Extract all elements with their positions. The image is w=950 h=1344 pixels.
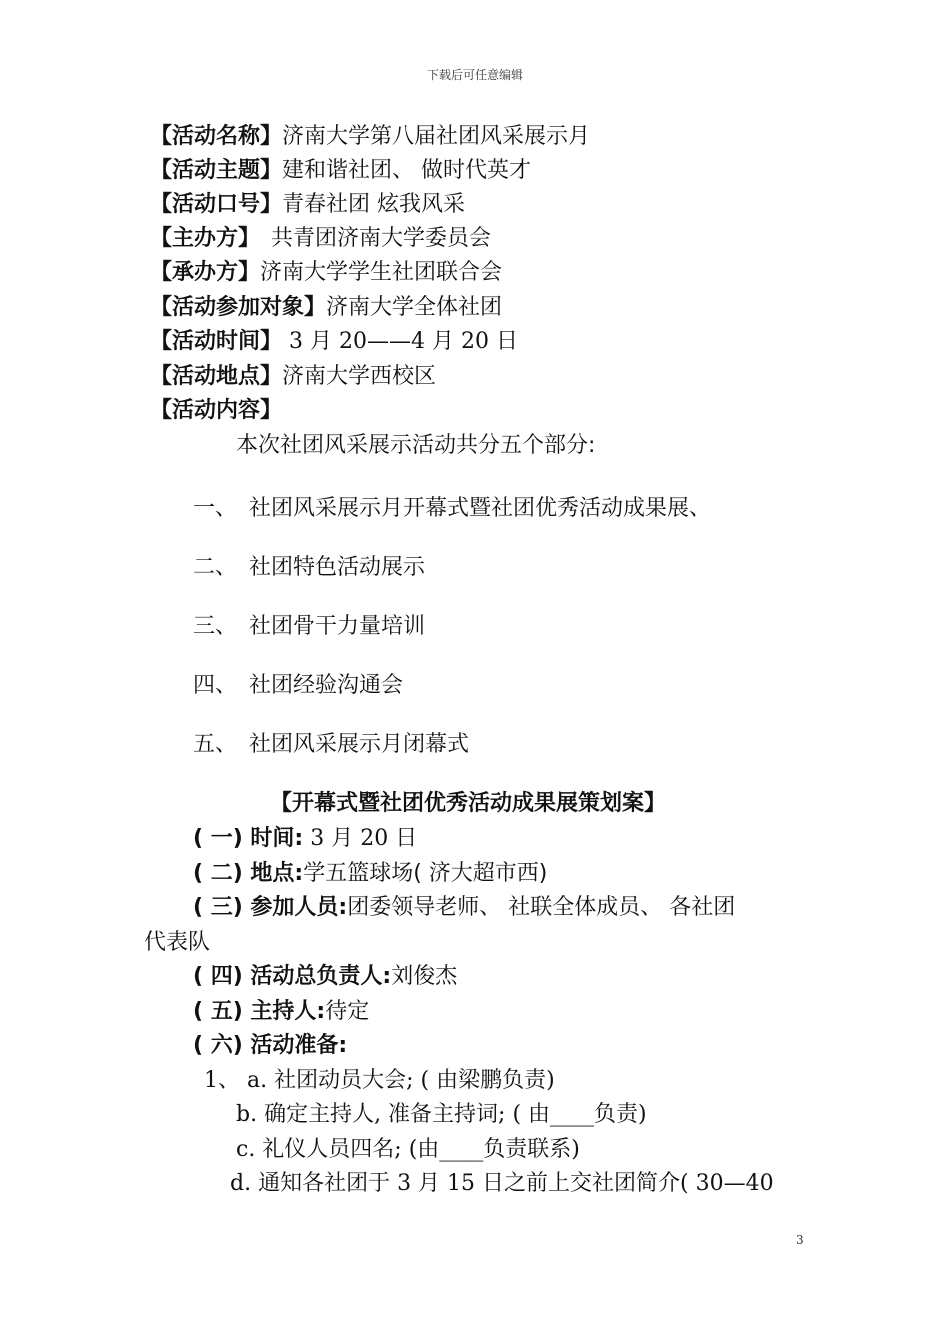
- plan-item: [193, 1031, 347, 1061]
- info-row: [150, 224, 491, 254]
- plan-item: [193, 997, 369, 1027]
- info-row: [150, 362, 436, 392]
- plan-label: ( 三) 参加人员:: [193, 895, 348, 920]
- section-title: 【开幕式暨社团优秀活动成果展策划案】: [270, 791, 667, 816]
- info-value: 济南大学第八届社团风采展示月: [282, 124, 591, 149]
- part-item: [193, 730, 469, 760]
- info-row: [150, 122, 590, 152]
- info-label: 【活动参加对象】: [150, 295, 327, 320]
- part-item: [193, 671, 403, 701]
- info-row: [150, 156, 531, 186]
- page-number: 3: [796, 1233, 804, 1247]
- info-value: 济南大学全体社团: [326, 295, 503, 320]
- plan-item: [193, 859, 547, 889]
- prep-item: b. 确定主持人, 准备主持词; ( 由____负责): [236, 1102, 647, 1127]
- part-text: 社团风采展示月闭幕式: [249, 732, 470, 757]
- info-label: 【活动时间】: [150, 329, 283, 354]
- info-label: 【活动主题】: [150, 158, 283, 183]
- intro-text: 本次社团风采展示活动共分五个部分:: [236, 433, 596, 458]
- plan-item-continuation: [144, 928, 210, 958]
- page-header: 下载后可任意编辑: [426, 68, 523, 82]
- part-number: 一、: [193, 496, 238, 521]
- plan-label: ( 一) 时间:: [193, 826, 304, 851]
- part-number: 三、: [193, 614, 238, 639]
- info-label: 【活动地点】: [150, 364, 283, 389]
- plan-label: ( 五) 主持人:: [193, 999, 326, 1024]
- info-value: 济南大学学生社团联合会: [260, 260, 503, 285]
- info-row: [150, 258, 502, 288]
- part-text: 社团经验沟通会: [249, 673, 404, 698]
- part-text: 社团骨干力量培训: [249, 614, 426, 639]
- info-row: [150, 190, 465, 220]
- info-row: [150, 327, 518, 357]
- plan-item: [193, 824, 417, 854]
- prep-item: c. 礼仪人员四名; (由____负责联系): [236, 1137, 580, 1162]
- plan-value: 代表队: [144, 930, 211, 955]
- plan-value: 学五篮球场( 济大超市西): [303, 861, 548, 886]
- info-label: 【承办方】: [150, 260, 261, 285]
- part-number: 二、: [193, 555, 238, 580]
- info-label: 【活动口号】: [150, 192, 283, 217]
- plan-value: 3 月 20 日: [303, 826, 418, 851]
- part-text: 社团风采展示月开幕式暨社团优秀活动成果展、: [249, 496, 712, 521]
- plan-value: 团委领导老师、 社联全体成员、 各社团: [347, 895, 736, 920]
- part-item: [193, 553, 425, 583]
- plan-value: 刘俊杰: [391, 964, 458, 989]
- part-item: [193, 494, 711, 524]
- info-label: 【主办方】: [150, 226, 250, 251]
- part-number: 四、: [193, 673, 238, 698]
- plan-item: [193, 893, 735, 923]
- info-value: 共青团济南大学委员会: [249, 226, 492, 251]
- info-value: 青春社团 炫我风采: [282, 192, 466, 217]
- plan-value: 待定: [325, 999, 370, 1024]
- part-text: 社团特色活动展示: [249, 555, 426, 580]
- prep-item: 1、 a. 社团动员大会; ( 由梁鹏负责): [204, 1068, 555, 1093]
- part-number: 五、: [193, 732, 238, 757]
- info-label: 【活动名称】: [150, 124, 283, 149]
- plan-label: ( 六) 活动准备:: [193, 1033, 348, 1058]
- plan-item: [193, 962, 457, 992]
- info-value: 建和谐社团、 做时代英才: [282, 158, 532, 183]
- part-item: [193, 612, 425, 642]
- info-label: 【活动内容】: [150, 398, 283, 423]
- plan-label: ( 二) 地点:: [193, 861, 304, 886]
- info-value: 济南大学西校区: [282, 364, 437, 389]
- info-row: [150, 396, 282, 426]
- info-value: 3 月 20——4 月 20 日: [282, 329, 518, 354]
- plan-label: ( 四) 活动总负责人:: [193, 964, 392, 989]
- info-row: [150, 293, 502, 323]
- prep-item: d. 通知各社团于 3 月 15 日之前上交社团简介( 30—40: [230, 1171, 774, 1196]
